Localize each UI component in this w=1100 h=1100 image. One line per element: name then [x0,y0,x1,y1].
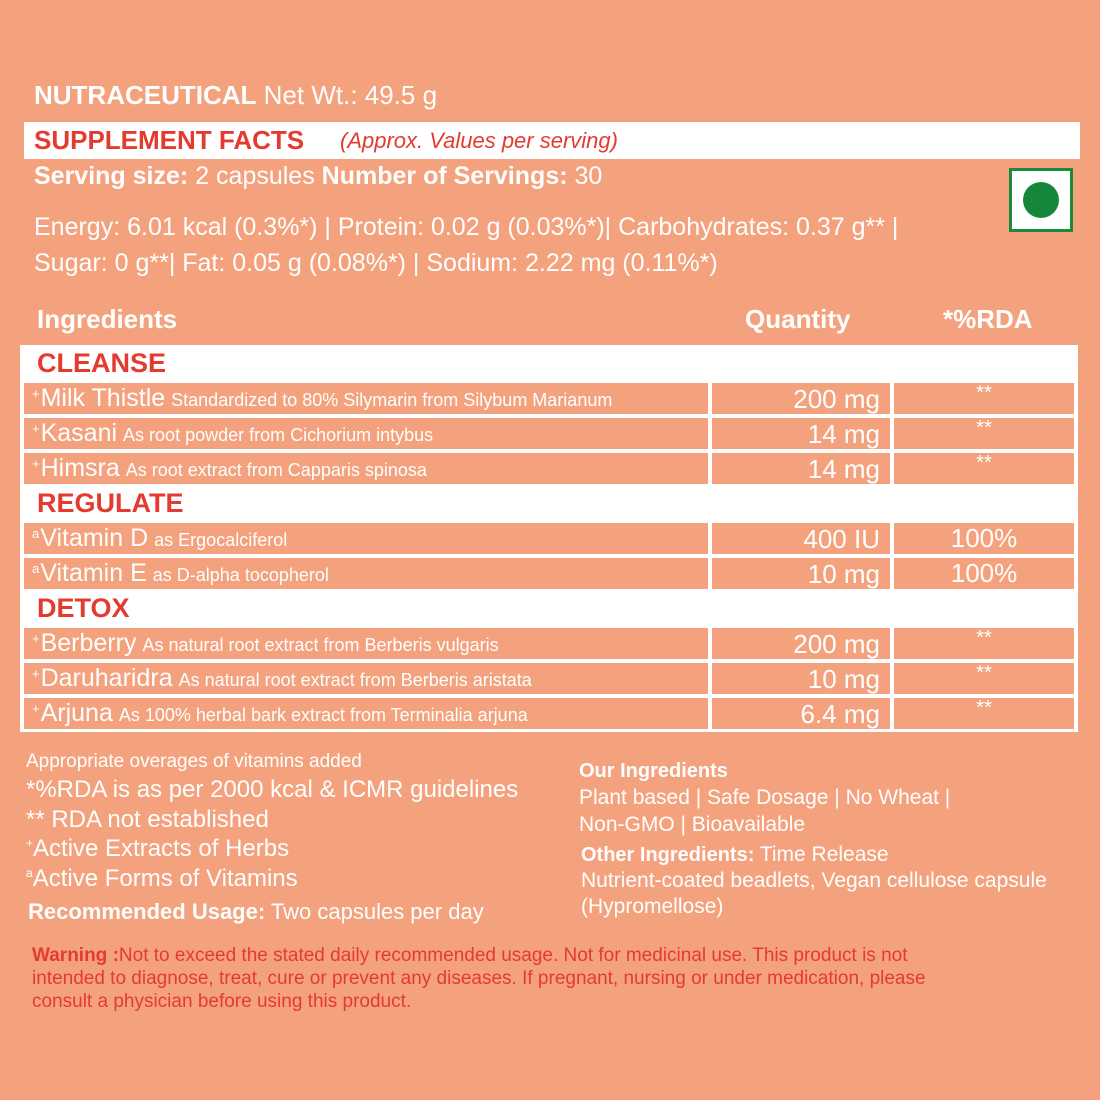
quantity-value: 200 mg [793,384,880,414]
usage-label: Recommended Usage: [28,899,266,924]
serving-line [34,162,602,191]
rda-cell [894,523,1074,554]
table-row [24,698,1074,729]
ingredient-desc: As natural root extract from Berberis aristata [178,670,532,690]
section-title-regulate: REGULATE [37,488,184,518]
vitamins-text: Active Forms of Vitamins [32,865,298,892]
table-row [24,628,1074,659]
ingredient-cell [24,383,708,414]
column-header-rda: *%RDA [943,304,1033,334]
rda-cell [894,698,1074,729]
veg-dot [1023,182,1059,218]
rda-value: ** [976,698,992,719]
footnote-rda-na: ** RDA not established [26,806,269,833]
usage-value: Two capsules per day [270,899,484,924]
section-title-detox: DETOX [37,593,130,623]
ingredient-desc: As natural root extract from Berberis vulgaris [142,635,499,655]
supplement-facts-title: SUPPLEMENT FACTS [34,125,305,155]
ingredient-name: Arjuna [40,699,113,727]
table-row [24,418,1074,449]
quantity-value: 14 mg [807,454,880,484]
quantity-cell [712,383,890,414]
footnote-vitamins [26,865,298,893]
quantity-cell [712,628,890,659]
ingredient-cell [24,558,708,589]
supplement-facts-bar [24,122,1080,159]
warning-label: Warning : [32,945,119,966]
marker: a [32,526,40,541]
ingredient-name: Berberry [40,629,137,657]
rda-value: 100% [950,523,1018,553]
marker: + [32,666,40,681]
ingredient-desc: As root powder from Cichorium intybus [123,425,434,445]
footnote-overages: Appropriate overages of vitamins added [26,751,362,772]
rda-cell [894,663,1074,694]
quantity-cell [712,523,890,554]
ingredient-name: Vitamin E [40,559,147,587]
serving-size-value: 2 capsules [195,162,315,190]
rda-cell [894,418,1074,449]
serving-size-label: Serving size: [34,162,189,190]
rda-value: 100% [950,558,1018,588]
marker: + [32,631,40,646]
other-ingredients-line-2: Nutrient-coated beadlets, Vegan cellulose capsule [581,869,1047,892]
ingredient-name: Vitamin D [40,524,149,552]
rda-cell [894,628,1074,659]
column-header-quantity: Quantity [745,304,851,334]
marker: + [32,456,40,471]
rda-cell [894,453,1074,484]
supplement-facts-note: (Approx. Values per serving) [340,128,618,153]
table-row [24,523,1074,554]
quantity-cell [712,418,890,449]
quantity-cell [712,558,890,589]
rda-cell [894,558,1074,589]
quantity-cell [712,698,890,729]
quantity-cell [712,453,890,484]
ingredient-name: Daruharidra [40,664,173,692]
ingredients-table [20,345,1078,732]
ingredient-desc: Standardized to 80% Silymarin from Silybum Marianum [171,390,613,410]
footnote-rda-basis: *%RDA is as per 2000 kcal & ICMR guidelines [26,776,519,803]
ingredient-cell [24,663,708,694]
other-ingredients-line-3: (Hypromellose) [581,895,724,918]
herbs-marker: + [26,836,34,850]
recommended-usage [28,899,484,925]
ingredient-cell [24,523,708,554]
ingredient-cell [24,628,708,659]
servings-value: 30 [574,162,603,190]
other-ingredients-label: Other Ingredients: [581,844,755,866]
other-ingredients-value: Time Release [759,843,889,866]
header-line [34,80,437,111]
table-row [24,453,1074,484]
ingredient-desc: as D-alpha tocopherol [152,565,329,585]
marker: + [32,421,40,436]
rda-value: ** [976,628,992,649]
quantity-value: 14 mg [807,419,880,449]
vitamins-marker: a [26,866,33,880]
rda-value: ** [976,453,992,474]
rda-value: ** [976,418,992,439]
ingredient-cell [24,698,708,729]
quantity-value: 10 mg [807,664,880,694]
nutrition-line-2: Sugar: 0 g**| Fat: 0.05 g (0.08%*) | Sodium: 2.22 mg (0.11%*) [34,249,718,277]
herbs-text: Active Extracts of Herbs [33,835,290,862]
table-row [24,558,1074,589]
rda-value: ** [976,663,992,684]
ingredient-name: Milk Thistle [40,384,166,412]
table-row [24,383,1074,414]
our-ingredients-title: Our Ingredients [579,760,728,782]
rda-cell [894,383,1074,414]
quantity-value: 6.4 mg [800,699,880,729]
servings-label: Number of Servings: [321,162,568,190]
marker: a [32,561,40,576]
footnote-herbs [26,835,289,863]
nutrition-line-1: Energy: 6.01 kcal (0.3%*) | Protein: 0.02 g (0.03%*)| Carbohydrates: 0.37 g** | [34,213,899,241]
ingredient-desc: as Ergocalciferol [154,530,288,550]
warning-block [32,944,972,1013]
ingredient-desc: As 100% herbal bark extract from Terminalia arjuna [118,705,528,725]
our-ingredients-line-2: Non-GMO | Bioavailable [579,813,806,836]
quantity-value: 400 IU [803,524,880,554]
ingredient-cell [24,418,708,449]
veg-symbol-icon [1009,168,1073,232]
ingredient-cell [24,453,708,484]
our-ingredients-line-1: Plant based | Safe Dosage | No Wheat | [579,786,951,809]
section-title-cleanse: CLEANSE [37,348,167,378]
quantity-value: 200 mg [793,629,880,659]
ingredient-desc: As root extract from Capparis spinosa [125,460,427,480]
table-row [24,663,1074,694]
ingredient-name: Himsra [40,454,120,482]
product-type: NUTRACEUTICAL [34,80,257,110]
quantity-cell [712,663,890,694]
warning-text: Not to exceed the stated daily recommended usage. Not for medicinal use. This product is not intended to diagnose, treat, cure or prevent any diseases. If pregnant, nursing or under medication, please consult a physician before using this product. [32,945,926,1012]
ingredient-name: Kasani [40,419,118,447]
other-ingredients [581,843,889,867]
marker: + [32,386,40,401]
column-header-ingredients: Ingredients [37,304,178,334]
rda-value: ** [976,383,992,404]
net-weight: Net Wt.: 49.5 g [263,80,438,110]
marker: + [32,701,40,716]
quantity-value: 10 mg [807,559,880,589]
